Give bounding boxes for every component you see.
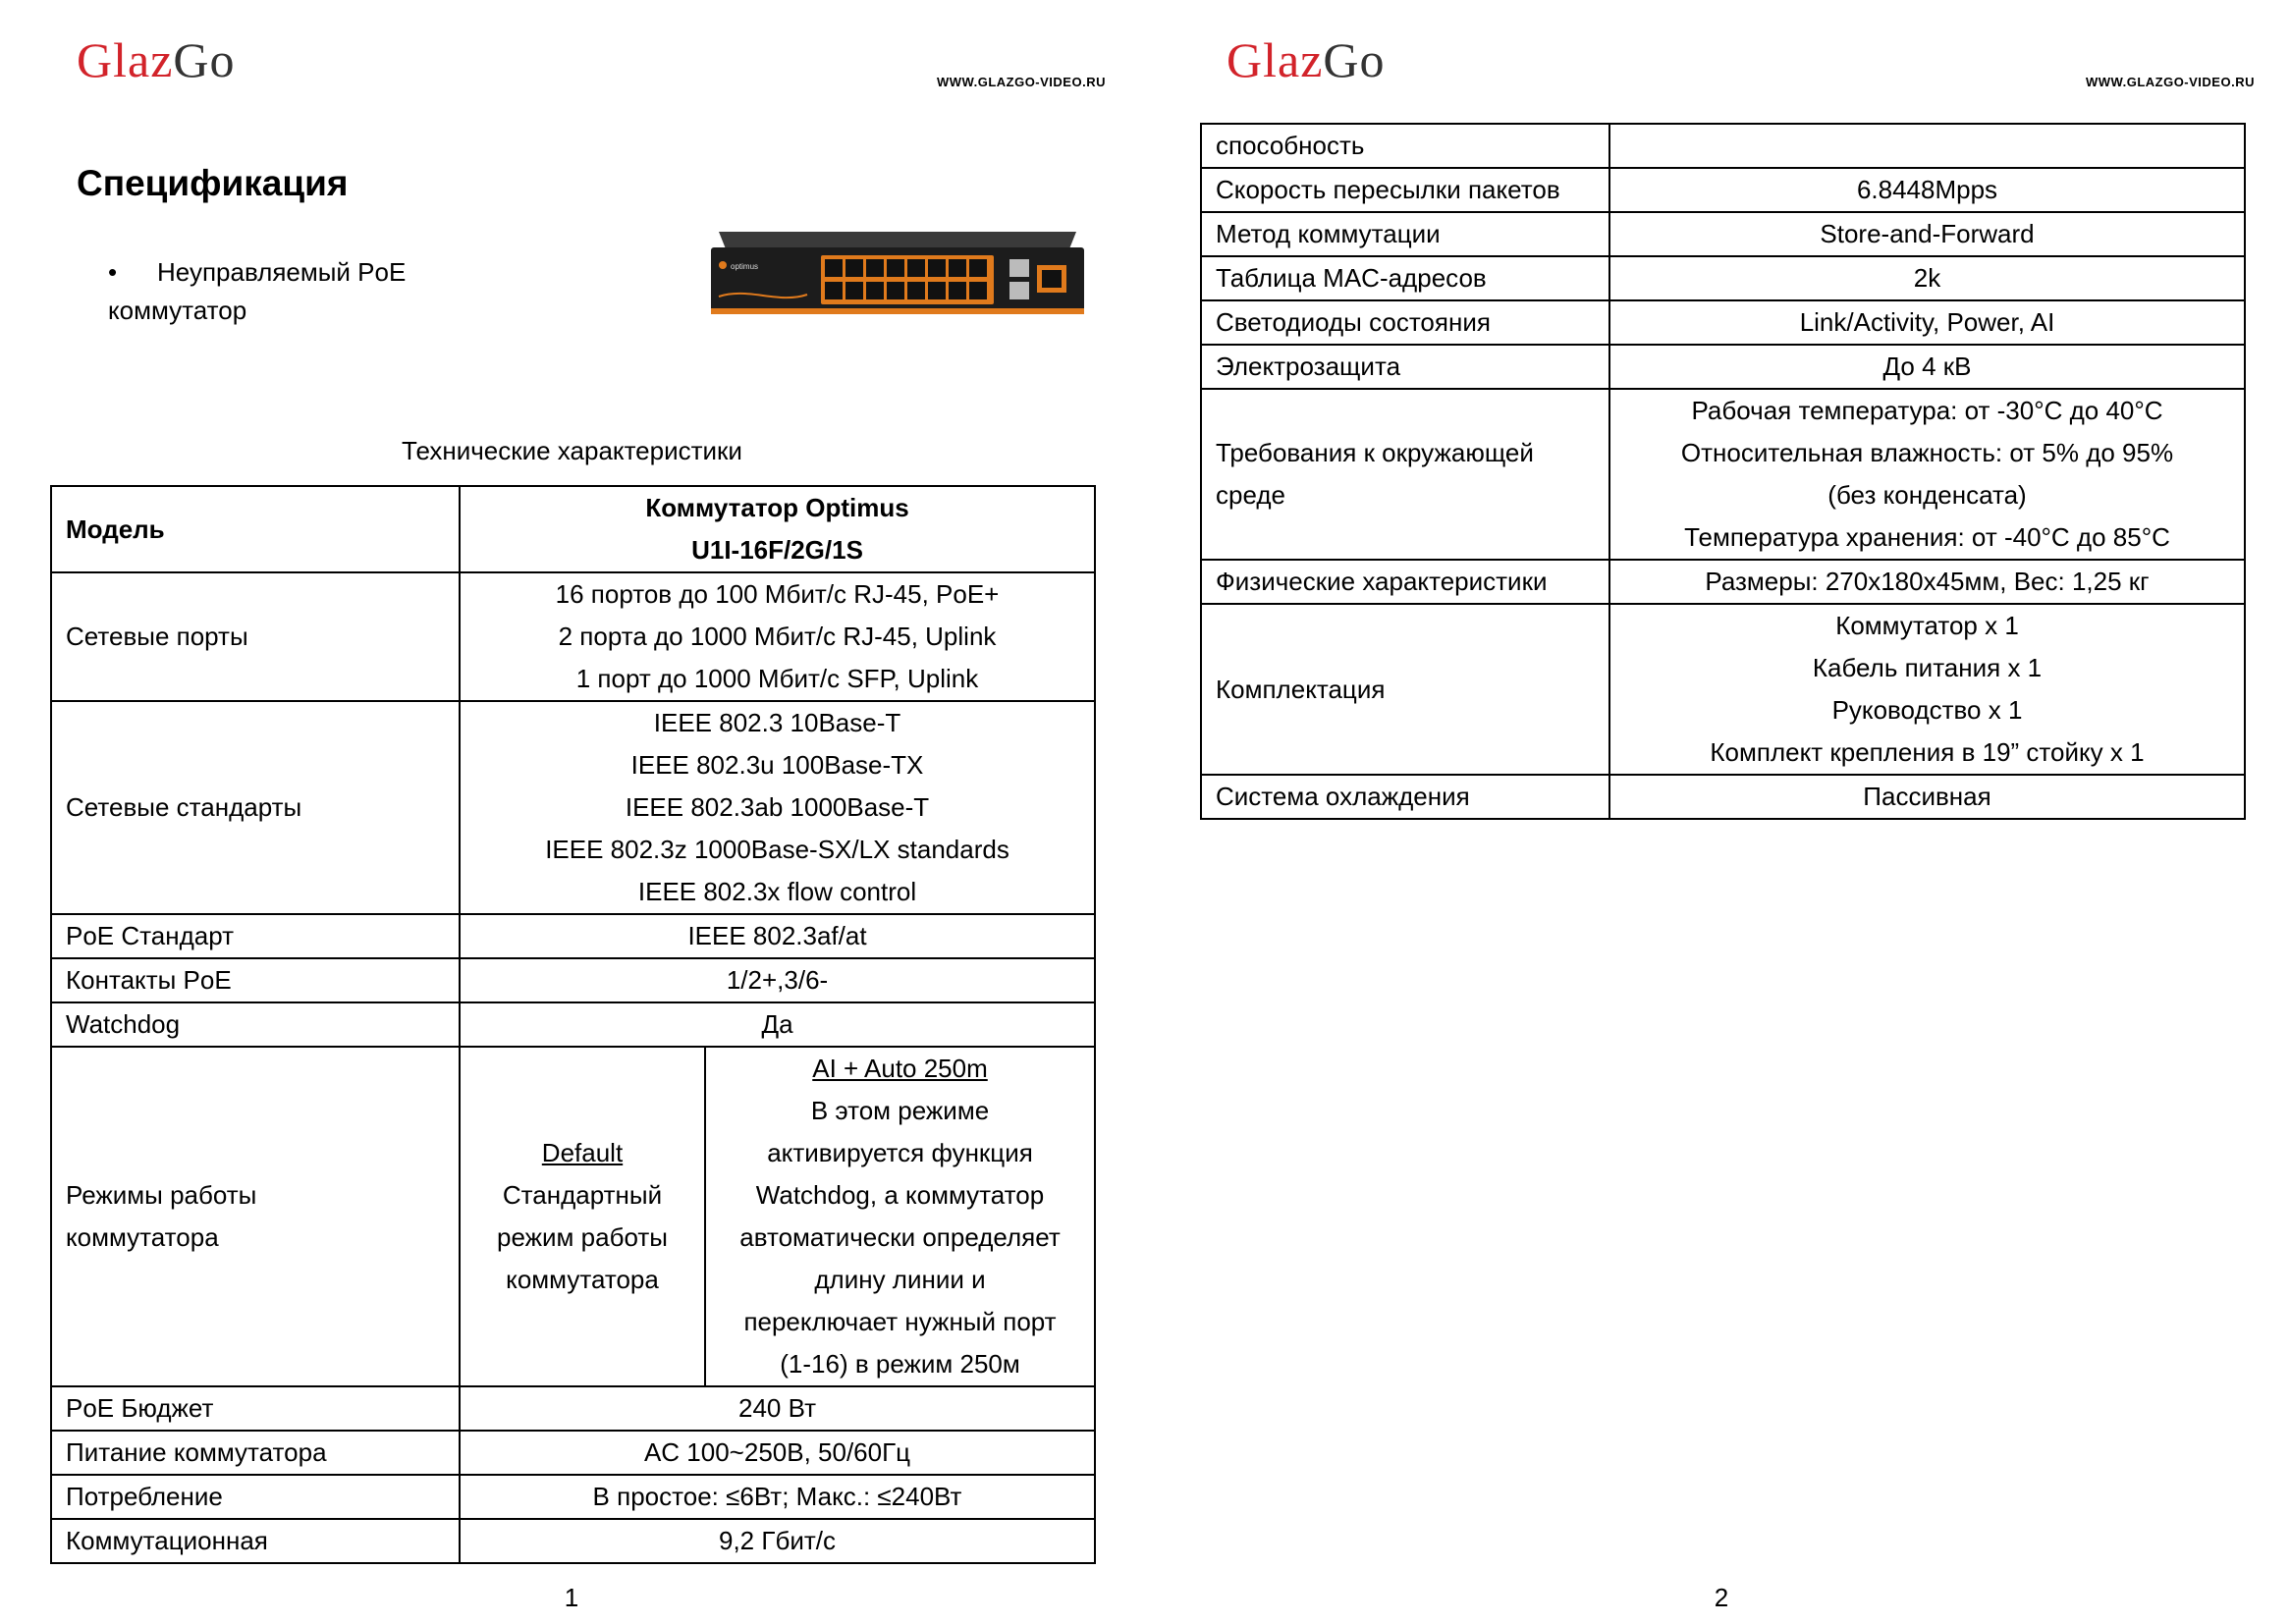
- kit-value: Коммутатор x 1 Кабель питания x 1 Руководство x 1 Комплект крепления в 19” стойку x 1: [1609, 604, 2245, 775]
- table-row: [51, 1431, 1095, 1475]
- page-number: 2: [1714, 1583, 1729, 1612]
- bullet-text: Неуправляемый PoE коммутатор: [108, 257, 407, 325]
- table-row: [51, 1475, 1095, 1519]
- row-label: Сетевые порты: [51, 572, 460, 701]
- bullet-dot-icon: •: [108, 257, 118, 287]
- row-label: Метод коммутации: [1201, 212, 1609, 256]
- row-value: 1/2+,3/6-: [460, 958, 1095, 1002]
- row-label: PoE Стандарт: [51, 914, 460, 958]
- model-value: Коммутатор Optimus U1I-16F/2G/1S: [460, 486, 1095, 572]
- table-row: [51, 958, 1095, 1002]
- row-value: [1609, 124, 2245, 168]
- table-row: [1201, 124, 2245, 168]
- row-value: Link/Activity, Power, AI: [1609, 300, 2245, 345]
- row-label: Потребление: [51, 1475, 460, 1519]
- product-brand-label: optimus: [731, 262, 759, 271]
- row-label: Режимы работы коммутатора: [51, 1047, 460, 1386]
- table-row: [1201, 212, 2245, 256]
- row-value: IEEE 802.3af/at: [460, 914, 1095, 958]
- row-value: 6.8448Mpps: [1609, 168, 2245, 212]
- table-row: [51, 1519, 1095, 1563]
- table-row: [51, 914, 1095, 958]
- row-value: 2k: [1609, 256, 2245, 300]
- ports-value: 16 портов до 100 Мбит/с RJ-45, PoE+ 2 порта до 1000 Мбит/с RJ-45, Uplink 1 порт до 1000 Мбит/с SFP, Uplink: [460, 572, 1095, 701]
- row-label: Watchdog: [51, 1002, 460, 1047]
- ai-mode-cell: AI + Auto 250m В этом режиме активируется функция Watchdog, а коммутатор автоматически определяет длину линии и переключает нужный порт (1-16) в режим 250м: [705, 1047, 1095, 1386]
- table-row: [51, 1002, 1095, 1047]
- poe-switch-image: [709, 226, 1086, 316]
- row-label: PoE Бюджет: [51, 1386, 460, 1431]
- table-row: [1201, 168, 2245, 212]
- spec-table-page-2: [1200, 123, 2246, 820]
- row-label: Система охлаждения: [1201, 775, 1609, 819]
- ai-mode-title: AI + Auto 250m: [812, 1054, 988, 1083]
- table-row: [1201, 345, 2245, 389]
- environment-value: Рабочая температура: от -30°C до 40°C Относительная влажность: от 5% до 95% (без конденсата) Температура хранения: от -40°C до 85°C: [1609, 389, 2245, 560]
- glazgo-logo: GlazGo: [77, 32, 236, 87]
- row-label: Комплектация: [1201, 604, 1609, 775]
- table-row: [51, 1386, 1095, 1431]
- table-row: [1201, 256, 2245, 300]
- table-row: [51, 701, 1095, 914]
- table-caption: Технические характеристики: [402, 436, 742, 465]
- row-value: До 4 кВ: [1609, 345, 2245, 389]
- bullet-item: [108, 253, 462, 330]
- row-value: AC 100~250В, 50/60Гц: [460, 1431, 1095, 1475]
- row-value: Store-and-Forward: [1609, 212, 2245, 256]
- default-mode-title: Default: [541, 1138, 624, 1167]
- row-value: 240 Вт: [460, 1386, 1095, 1431]
- row-value: Да: [460, 1002, 1095, 1047]
- page-2: [1145, 0, 2290, 1624]
- row-label: Скорость пересылки пакетов: [1201, 168, 1609, 212]
- row-label: Физические характеристики: [1201, 560, 1609, 604]
- table-row: [51, 486, 1095, 572]
- table-row: [51, 572, 1095, 701]
- row-label: способность: [1201, 124, 1609, 168]
- website-url: WWW.GLAZGO-VIDEO.RU: [2086, 75, 2255, 89]
- page-number: 1: [564, 1583, 579, 1612]
- table-row: [1201, 300, 2245, 345]
- table-row: [1201, 560, 2245, 604]
- glazgo-logo: GlazGo: [1227, 32, 1386, 87]
- table-row: [1201, 389, 2245, 560]
- row-label: Светодиоды состояния: [1201, 300, 1609, 345]
- row-label: Контакты PoE: [51, 958, 460, 1002]
- spec-table-page-1: [50, 485, 1096, 1564]
- row-label: Коммутационная: [51, 1519, 460, 1563]
- website-url: WWW.GLAZGO-VIDEO.RU: [937, 75, 1106, 89]
- page-title: Спецификация: [77, 163, 349, 203]
- row-label: Питание коммутатора: [51, 1431, 460, 1475]
- standards-value: IEEE 802.3 10Base-T IEEE 802.3u 100Base-TX IEEE 802.3ab 1000Base-T IEEE 802.3z 1000Base-SX/LX standards IEEE 802.3x flow control: [460, 701, 1095, 914]
- row-label: Модель: [51, 486, 460, 572]
- row-value: Размеры: 270x180x45мм, Вес: 1,25 кг: [1609, 560, 2245, 604]
- row-label: Требования к окружающей среде: [1201, 389, 1609, 560]
- table-row: [51, 1047, 1095, 1386]
- default-mode-cell: Default Стандартный режим работы коммутатора: [460, 1047, 705, 1386]
- row-label: Сетевые стандарты: [51, 701, 460, 914]
- table-row: [1201, 775, 2245, 819]
- row-value: Пассивная: [1609, 775, 2245, 819]
- row-value: 9,2 Гбит/с: [460, 1519, 1095, 1563]
- table-row: [1201, 604, 2245, 775]
- row-label: Электрозащита: [1201, 345, 1609, 389]
- row-label: Таблица MAC-адресов: [1201, 256, 1609, 300]
- row-value: В простое: ≤6Вт; Макс.: ≤240Вт: [460, 1475, 1095, 1519]
